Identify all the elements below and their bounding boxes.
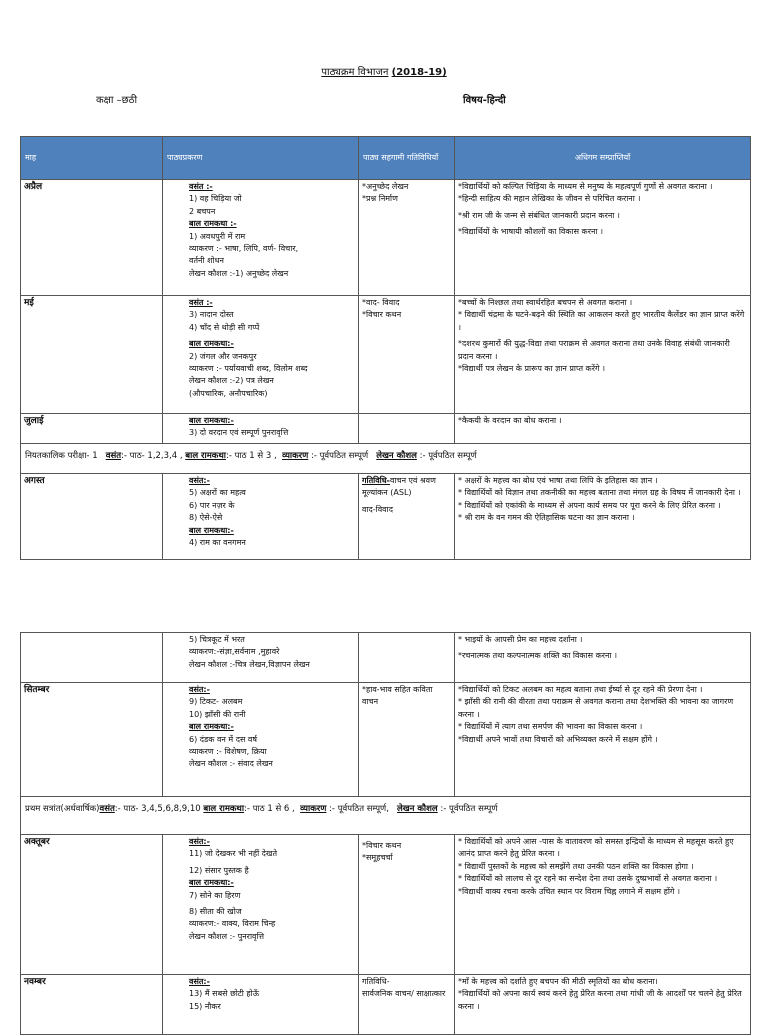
november-activities: गतिविधि- सार्वजनिक वाचन/ साक्षात्कार (359, 975, 455, 1035)
periodic-exam-summary: नियतकालिक परीक्षा- 1 वसंत:- पाठ- 1,2,3,4 , बाल रामकथा:- पाठ 1 से 3 , व्याकरण :- पूर्वपठित सम्पूर्ण लेखन कौशल :- पूर्वपठित सम्पूर्ण (21, 444, 751, 474)
periodic-exam-row (21, 444, 751, 474)
september-activities: *हाव-भाव सहित कविता वाचन (359, 683, 455, 797)
header-lesson: पाठ्यप्रकरण (163, 137, 359, 180)
continued-activities (359, 633, 455, 683)
syllabus-table-part-1 (20, 136, 751, 560)
october-outcomes: * विद्यार्थियों को अपने आस -पास के वातावरण को समस्त इन्द्रियों के माध्यम से महसूस करते हुए आनंद प्राप्त करने हेतु प्रेरित करना । * विद्यार्थी पुस्तकों के महत्त्व को समझेंगे तथा उनकी पठन शक्ति का विकास होगा । * विद्यार्थियों को लालच से दूर रहने का सन्देश देना तथा उसके दुष्प्रभावों से अवगत कराना । *विद्यार्थी वाक्य रचना करके उचित स्थान पर विराम चिह्न लगाने में सक्षम होंगे । (455, 835, 751, 975)
may-lessons: वसंत :- 3) नादान दोस्त 4) चाँद से थोड़ी सी गप्पें बाल रामकथा:- 2) जंगल और जनकपुर व्याकरण :- पर्यायवाची शब्द, विलोम शब्द लेखन कौशल :-2) पत्र लेखन (औपचारिक, अनौपचारिक) (163, 296, 359, 414)
august-activities: गतिविधि-वाचन एवं श्रवण मूल्यांकन (ASL) वाद-विवाद (359, 474, 455, 560)
month-september: सितम्बर (21, 683, 163, 797)
term-exam-summary: प्रथम सत्रांत(अर्धवार्षिक)वसंत:- पाठ- 3,4,5,6,8,9,10 बाल रामकथा:- पाठ 1 से 6 , व्याकरण :- पूर्वपठित सम्पूर्ण, लेखन कौशल :- पूर्वपठित सम्पूर्ण (21, 797, 751, 835)
continued-lessons: 5) चित्रकूट में भरत व्याकरण:-संज्ञा,सर्वनाम ,मुहावरे लेखन कौशल :-चित्र लेखन,विज्ञापन लेखन (163, 633, 359, 683)
april-activities: *अनुच्छेद लेखन *प्रश्न निर्माण (359, 180, 455, 296)
september-lessons: वसंत:- 9) टिकट- अलबम 10) झाँसी की रानी बाल रामकथा:- 6) दंडक वन में दस वर्ष व्याकरण :- विशेषण, क्रिया लेखन कौशल :- संवाद लेखन (163, 683, 359, 797)
table-row (21, 835, 751, 975)
term-exam-row (21, 797, 751, 835)
title-main: पाठ्यक्रम विभाजन (321, 67, 389, 78)
august-lessons: वसंत:- 5) अक्षरों का महत्व 6) पार नज़र के 8) ऐसे-ऐसे बाल रामकथा:- 4) राम का वनगमन (163, 474, 359, 560)
table-row (21, 474, 751, 560)
july-activities (359, 414, 455, 444)
continued-month (21, 633, 163, 683)
month-may: मई (21, 296, 163, 414)
title-year: (2018-19) (391, 67, 447, 78)
header-month: माह (21, 137, 163, 180)
table-header-row (21, 137, 751, 180)
month-july: जुलाई (21, 414, 163, 444)
table-row (21, 180, 751, 296)
may-activities: *वाद- विवाद *विचार कथन (359, 296, 455, 414)
november-outcomes: *माँ के महत्त्व को दर्शाते हुए बचपन की मीठी स्मृतियों का बोध कराना। *विद्यार्थियों को अपना कार्य स्वयं करने हेतु प्रेरित करना तथा गांधी जी के आदर्शों पर चलने हेतु प्रेरित करना । (455, 975, 751, 1035)
october-activities: *विचार कथन *समूहचर्चा (359, 835, 455, 975)
july-lessons: बाल रामकथा:- 3) दो वरदान एवं सम्पूर्ण पुनरावृत्ति (163, 414, 359, 444)
table-row (21, 975, 751, 1035)
month-august: अगस्त (21, 474, 163, 560)
table-row (21, 633, 751, 683)
month-november: नवम्बर (21, 975, 163, 1035)
class-label: कक्षा –छठी (96, 95, 138, 106)
continued-outcomes: * भाइयों के आपसी प्रेम का महत्त्व दर्शाना । *रचनात्मक तथा कल्पनात्मक शक्ति का विकास करना । (455, 633, 751, 683)
table-row (21, 414, 751, 444)
month-october: अक्तूबर (21, 835, 163, 975)
august-outcomes: * अक्षरों के महत्त्व का बोध एवं भाषा तथा लिपि के इतिहास का ज्ञान । * विद्यार्थियों को विज्ञान तथा तकनीकी का महत्त्व बताना तथा मंगल ग्रह के विषय में जानकारी देना । * विद्यार्थियों को एकांकी के माध्यम से अपना कार्य समय पर पूरा करने के लिए प्रेरित करना । * श्री राम के वन गमन की ऐतिहासिक घटना का ज्ञान कराना । (455, 474, 751, 560)
november-lessons: वसंत:- 13) मैं सबसे छोटी होऊँ 15) नौकर (163, 975, 359, 1035)
july-outcomes: *कैकयी के वरदान का बोध कराना । (455, 414, 751, 444)
september-outcomes: *विद्यार्थियों को टिकट अलबम का महत्व बताना तथा ईर्ष्या से दूर रहने की प्रेरणा देना । * झाँसी की रानी की वीरता तथा पराक्रम से अवगत कराना तथा देशभक्ति की भावना का जागरण करना । * विद्यार्थियों में त्याग तथा समर्पण की भावना का विकास करना । *विद्यार्थी अपने भावों तथा विचारों को अभिव्यक्त करने में सक्षम होंगे । (455, 683, 751, 797)
april-lessons: वसंत :- 1) वह चिड़िया जो 2 बचपन बाल रामकथा :- 1) अवधपुरी में राम व्याकरण :- भाषा, लिपि, वर्ण- विचार, वर्तनी शोधन लेखन कौशल :-1) अनुच्छेद लेखन (163, 180, 359, 296)
header-outcome: अधिगम सम्प्राप्तियाँ (455, 137, 751, 180)
october-lessons: वसंत:- 11) जो देखकर भी नहीं देखते 12) संसार पुस्तक है बाल रामकथा:- 7) सोने का हिरण 8) सीता की खोज व्याकरण:- वाक्य, विराम चिन्ह लेखन कौशल :- पुनरावृत्ति (163, 835, 359, 975)
table-row (21, 683, 751, 797)
header-activity: पाठ्य सहगामी गतिविधियाँ (359, 137, 455, 180)
syllabus-table-part-2 (20, 632, 751, 1035)
document-title (0, 64, 768, 78)
april-outcomes: *विद्यार्थियों को कल्पित चिड़िया के माध्यम से मनुष्य के महत्वपूर्ण गुणों से अवगत कराना । *हिन्दी साहित्य की महान लेखिका के जीवन से परिचित कराना । *श्री राम जी के जन्म से संबंधित जानकारी प्रदान करना । *विद्यार्थियों के भाषायी कौशलों का विकास करना । (455, 180, 751, 296)
may-outcomes: *बच्चों के निश्छल तथा स्वार्थरहित बचपन से अवगत कराना । * विद्यार्थी चंद्रमा के घटने-बढ़ने की स्थिति का आकलन करते हुए भारतीय कैलेंडर का ज्ञान प्राप्त करेंगे । *दशरथ कुमारों की युद्ध-विद्या तथा पराक्रम से अवगत कराना तथा उनके विवाह संबंधी जानकारी प्रदान करना । *विद्यार्थी पत्र लेखन के प्रारूप का ज्ञान प्राप्त करेंगे । (455, 296, 751, 414)
month-april: अप्रैल (21, 180, 163, 296)
subject-label: विषय-हिन्दी (463, 95, 506, 106)
table-row (21, 296, 751, 414)
